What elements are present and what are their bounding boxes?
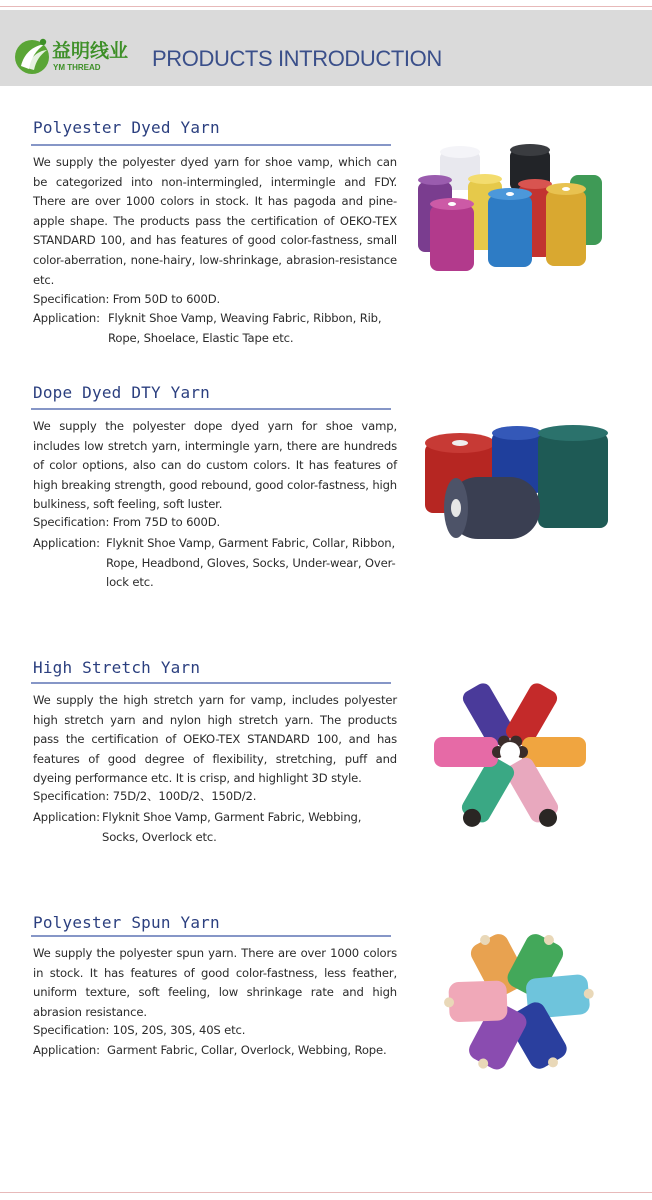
section-application [33,1041,399,1061]
brand-name-en: YM THREAD [53,63,101,72]
section-underline [31,682,391,684]
section-underline [31,935,391,937]
section-title: Polyester Dyed Yarn [33,118,220,137]
page-title: PRODUCTS INTRODUCTION [152,46,442,71]
section-title: Dope Dyed DTY Yarn [33,383,210,402]
spun-yarn-cones-image [420,918,615,1088]
section-title: Polyester Spun Yarn [33,913,220,932]
application-label: Application: [33,311,100,325]
application-label: Application: [33,1043,100,1057]
dyed-yarn-cones-image [410,140,615,275]
section-underline [31,144,391,146]
section-description: We supply the high stretch yarn for vamp, includes polyester high stretch yarn and nylon high stretch yarn. The products pass the certification of OEKO-TEX STANDARD 100, and has features of good degree of flexibility, stretching, puff and dyeing performance etc. It is crisp, and highlight 3D style. [33,693,397,786]
section-underline [31,408,391,410]
bottom-divider [0,1192,652,1193]
section-specification: Specification: 75D/2、100D/2、150D/2. [33,789,257,803]
brand-logo [12,30,162,82]
page-header [0,10,652,86]
stretch-yarn-cones-image [410,680,615,830]
section-description: We supply the polyester dope dyed yarn for shoe vamp, includes low stretch yarn, intermingle yarn, there are hundreds of color options, also can do custom colors. It has features of high breaking strength, good rebound, good color-fastness, high bulkiness, soft feeling, soft luster. [33,419,397,512]
dty-yarn-spools-image [420,425,615,545]
application-text: Flyknit Shoe Vamp, Garment Fabric, Webbing, Socks, Overlock etc. [102,810,362,844]
application-label: Application: [33,810,100,824]
application-text: Flyknit Shoe Vamp, Weaving Fabric, Ribbon, Rib, Rope, Shoelace, Elastic Tape etc. [108,311,382,345]
application-text: Garment Fabric, Collar, Overlock, Webbing, Rope. [107,1043,387,1057]
section-specification: Specification: 10S, 20S, 30S, 40S etc. [33,1023,246,1037]
application-text: Flyknit Shoe Vamp, Garment Fabric, Collar, Ribbon, Rope, Headbond, Gloves, Socks, Under-wear, Over- lock etc. [106,536,396,590]
section-application [33,534,399,593]
brand-name-cn: 益明线业 [52,40,129,62]
section-specification: Specification: From 75D to 600D. [33,515,221,529]
section-application [33,309,399,348]
application-label: Application: [33,536,100,550]
section-title: High Stretch Yarn [33,658,201,677]
ym-thread-logo-icon [12,36,52,76]
section-description: We supply the polyester dyed yarn for shoe vamp, which can be categorized into non-intermingled, intermingle and FDY. There are over 1000 colors in stock. It has pagoda and pine-apple shape. The products pass the certification of OEKO-TEX STANDARD 100, and has features of good color-fastness, small color-aberration, none-hairy, low-shrinkage, abrasion-resistance etc. [33,155,397,287]
section-application [33,808,399,847]
section-specification: Specification: From 50D to 600D. [33,292,221,306]
top-divider [0,6,652,7]
section-description: We supply the polyester spun yarn. There are over 1000 colors in stock. It has features of good color-fastness, less feather, uniform texture, soft feeling, low shrinkage rate and high abrasion resistance. [33,946,397,1019]
